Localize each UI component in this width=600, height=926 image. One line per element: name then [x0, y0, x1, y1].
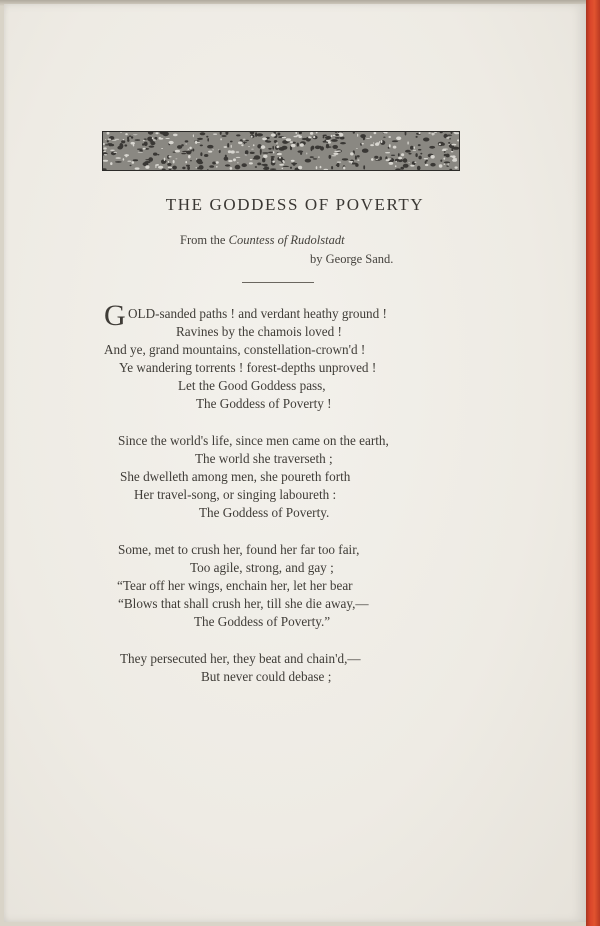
red-book-cover-edge — [586, 0, 600, 926]
poem-line: The Goddess of Poverty. — [199, 505, 330, 520]
poem-line: Ye wandering torrents ! forest-depths unproved ! — [119, 360, 377, 375]
decorative-headpiece-ornament — [102, 131, 460, 171]
divider-rule — [242, 282, 314, 283]
poem-line: “Blows that shall crush her, till she die away,— — [118, 596, 369, 611]
poem-line: “Tear off her wings, enchain her, let her bear — [117, 578, 353, 593]
book-page — [4, 4, 586, 922]
poem-line: Too agile, strong, and gay ; — [190, 560, 334, 575]
source-prefix: From the — [180, 233, 229, 247]
poem-line: She dwelleth among men, she poureth forth — [120, 469, 351, 484]
drop-cap: G — [104, 299, 126, 332]
poem-line: Let the Good Goddess pass, — [178, 378, 326, 393]
poem-line: Ravines by the chamois loved ! — [176, 324, 342, 339]
poem-line: The Goddess of Poverty.” — [194, 614, 331, 629]
poem-line: Some, met to crush her, found her far too fair, — [118, 542, 360, 557]
poem-author: by George Sand. — [310, 252, 394, 266]
source-work-title: Countess of Rudolstadt — [228, 233, 345, 247]
poem-line: Since the world's life, since men came on the earth, — [118, 433, 389, 448]
poem-line: But never could debase ; — [201, 669, 332, 684]
poem-line: The Goddess of Poverty ! — [196, 396, 332, 411]
poem-line-1: OLD-sanded paths ! and verdant heathy ground ! — [128, 306, 387, 321]
poem-line: And ye, grand mountains, constellation-crown'd ! — [104, 342, 366, 357]
floral-engraving-icon — [103, 132, 459, 170]
poem-line: Her travel-song, or singing laboureth : — [134, 487, 337, 502]
poem-line: They persecuted her, they beat and chain'd,— — [120, 651, 361, 666]
poem-line: The world she traverseth ; — [195, 451, 333, 466]
poem-source — [180, 233, 345, 248]
poem-title: THE GODDESS OF POVERTY — [165, 195, 425, 214]
